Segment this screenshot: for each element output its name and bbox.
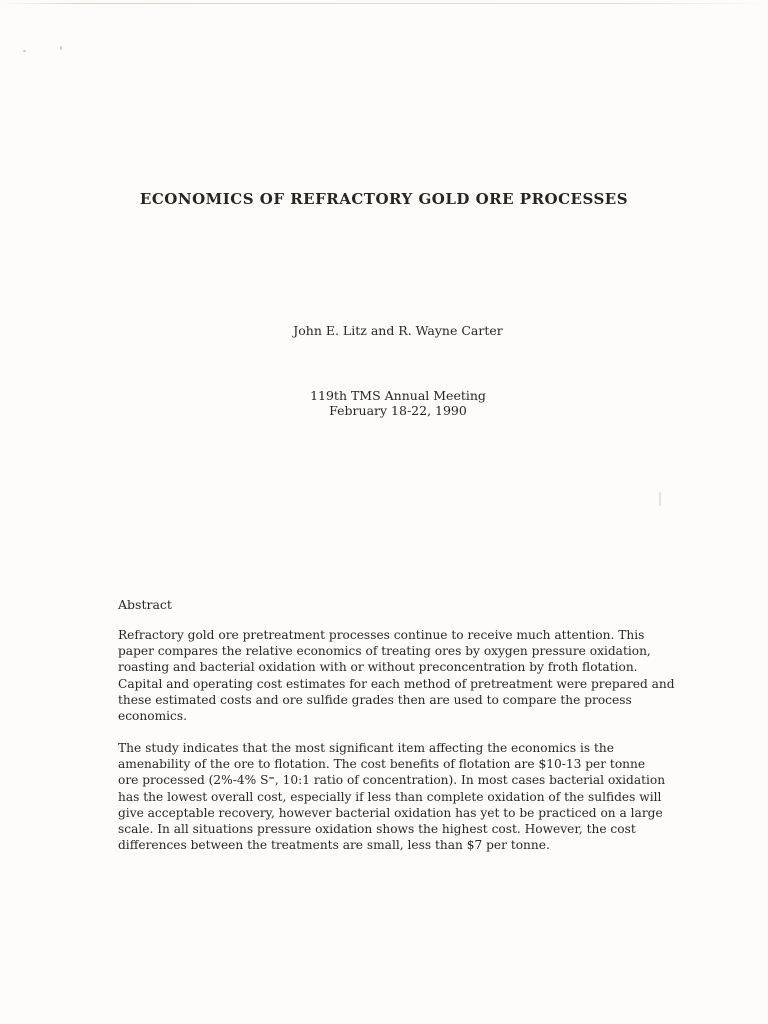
scan-speck <box>23 50 26 52</box>
text-line: paper compares the relative economics of treating ores by oxygen pressure oxidation, <box>118 644 651 659</box>
paper-title: ECONOMICS OF REFRACTORY GOLD ORE PROCESSES <box>139 190 629 208</box>
meeting-info <box>0 388 768 418</box>
paper-authors: John E. Litz and R. Wayne Carter <box>293 323 503 338</box>
text-line: ore processed (2%-4% S⁼, 10:1 ratio of concentration). In most cases bacterial oxidation <box>118 773 666 788</box>
meeting-name: 119th TMS Annual Meeting <box>310 388 486 403</box>
text-line: economics. <box>118 709 187 724</box>
text-line: give acceptable recovery, however bacterial oxidation has yet to be practiced on a large <box>118 805 663 820</box>
scan-speck <box>659 492 661 506</box>
abstract-paragraph-1 <box>118 627 678 724</box>
abstract-paragraph-2 <box>118 740 678 853</box>
text-line: Refractory gold ore pretreatment processes continue to receive much attention. This <box>118 628 645 642</box>
text-line: these estimated costs and ore sulfide grades then are used to compare the process <box>118 692 632 707</box>
text-line: scale. In all situations pressure oxidation shows the highest cost. However, the cost <box>118 822 636 837</box>
scan-speck <box>60 46 62 50</box>
text-line: Capital and operating cost estimates for each method of pretreatment were prepared and <box>118 676 675 691</box>
text-line: amenability of the ore to flotation. The cost benefits of flotation are $10-13 per tonne <box>118 757 646 772</box>
text-line: roasting and bacterial oxidation with or without preconcentration by froth flotation. <box>118 660 638 675</box>
meeting-dates: February 18-22, 1990 <box>329 403 467 418</box>
text-line: has the lowest overall cost, especially if less than complete oxidation of the sulfides will <box>118 789 662 804</box>
text-line: differences between the treatments are small, less than $7 per tonne. <box>118 838 550 853</box>
text-line: The study indicates that the most significant item affecting the economics is the <box>118 741 614 755</box>
abstract-heading: Abstract <box>118 597 172 612</box>
scan-edge-line <box>0 3 768 4</box>
